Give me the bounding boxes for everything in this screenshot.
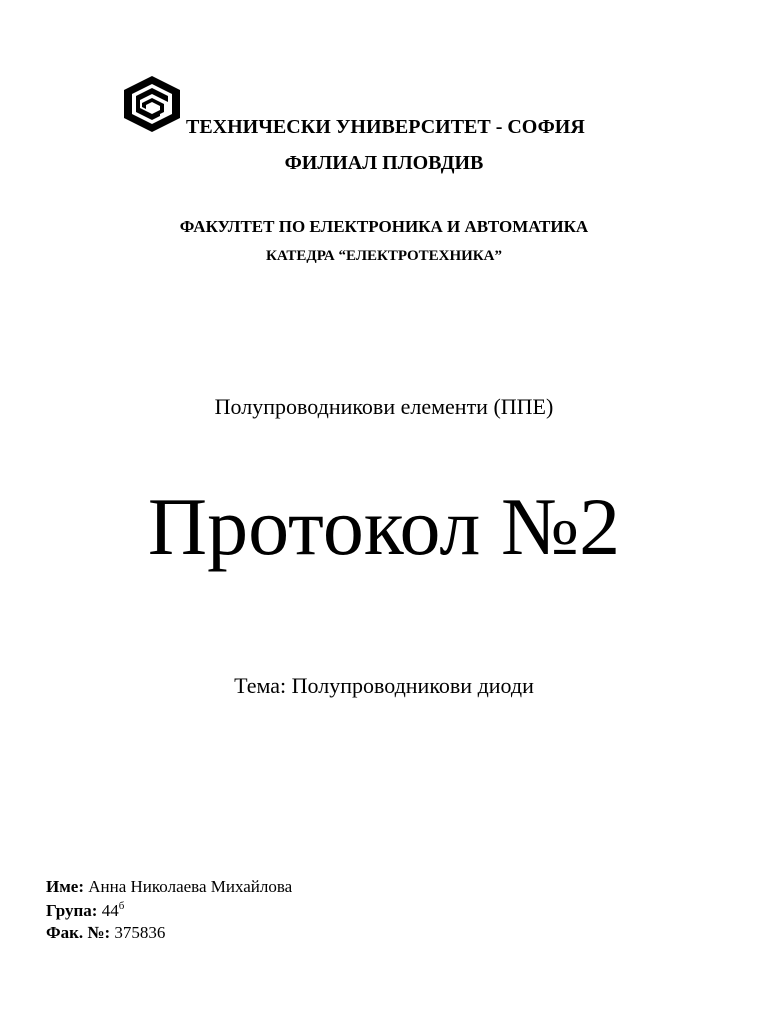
faculty-number-value: 375836 xyxy=(114,923,166,942)
student-faculty-number-line xyxy=(46,923,165,943)
topic-line: Тема: Полупроводникови диоди xyxy=(234,673,534,698)
department-name: КАТЕДРА “ЕЛЕКТРОТЕХНИКА” xyxy=(265,248,503,264)
group-label: Група: xyxy=(46,901,98,920)
university-name: ТЕХНИЧЕСКИ УНИВЕРСИТЕТ - СОФИЯ xyxy=(186,116,585,138)
faculty-name: ФАКУЛТЕТ ПО ЕЛЕКТРОНИКА И АВТОМАТИКА xyxy=(179,217,589,236)
student-group-line xyxy=(46,900,124,921)
name-value: Анна Николаева Михайлова xyxy=(88,877,293,896)
group-suffix: б xyxy=(118,900,125,912)
name-label: Име: xyxy=(46,877,85,896)
protocol-title: Протокол №2 xyxy=(147,481,621,572)
subject-title: Полупроводникови елементи (ППЕ) xyxy=(214,394,554,419)
branch-name: ФИЛИАЛ ПЛОВДИВ xyxy=(284,152,484,174)
student-name-line xyxy=(46,877,292,897)
faculty-number-label: Фак. №: xyxy=(46,923,111,942)
group-value: 44 xyxy=(101,901,119,920)
university-logo-icon xyxy=(120,74,184,134)
